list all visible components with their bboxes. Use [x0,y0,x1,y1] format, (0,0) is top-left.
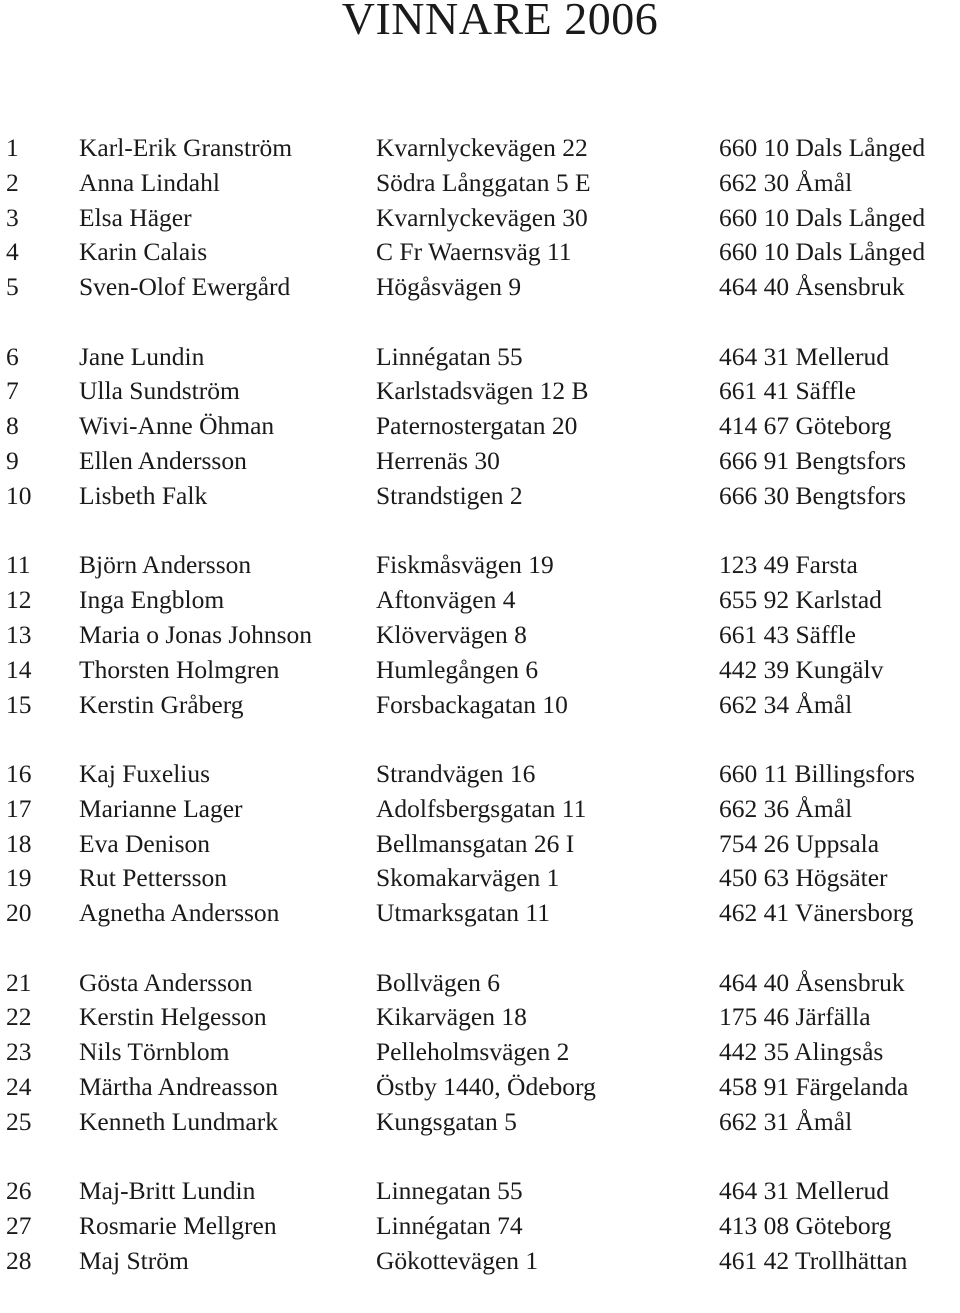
winner-street-address: Kungsgatan 5 [376,1106,517,1136]
winner-row [0,757,960,792]
winner-name: Kerstin Helgesson [79,1002,267,1032]
winner-postal-city: 655 92 Karlstad [719,585,882,615]
winner-row [0,444,960,479]
winner-number: 8 [6,411,19,441]
winner-name: Agnetha Andersson [79,898,280,928]
winner-street-address: Linnegatan 55 [376,1176,523,1206]
winner-postal-city: 660 11 Billingsfors [719,759,915,789]
winner-row [0,792,960,827]
winner-postal-city: 414 67 Göteborg [719,411,892,441]
winner-postal-city: 661 41 Säffle [719,376,856,406]
winner-row [0,1070,960,1105]
winner-row [0,374,960,409]
winner-number: 2 [6,167,19,197]
winner-name: Karin Calais [79,237,208,267]
winner-street-address: Adolfsbergsgatan 11 [376,793,587,823]
winner-name: Märtha Andreasson [79,1072,278,1102]
winner-name: Kaj Fuxelius [79,759,211,789]
winner-row [0,479,960,514]
winner-number: 18 [6,828,32,858]
winner-postal-city: 666 91 Bengtsfors [719,446,906,476]
winner-name: Björn Andersson [79,550,252,580]
winner-group [0,757,960,931]
winner-street-address: Kvarnlyckevägen 30 [376,202,588,232]
winner-number: 24 [6,1072,32,1102]
winner-street-address: Humlegången 6 [376,654,539,684]
winner-number: 27 [6,1211,32,1241]
winner-number: 23 [6,1037,32,1067]
winner-number: 22 [6,1002,32,1032]
winner-number: 11 [6,550,31,580]
winner-group [0,966,960,1140]
winner-postal-city: 442 39 Kungälv [719,654,884,684]
winner-number: 17 [6,793,32,823]
winner-number: 12 [6,585,32,615]
winner-row [0,966,960,1001]
winner-row [0,618,960,653]
winner-name: Sven-Olof Ewergård [79,272,291,302]
winner-number: 21 [6,967,32,997]
winner-name: Kerstin Gråberg [79,689,244,719]
winner-name: Maria o Jonas Johnson [79,619,313,649]
winner-number: 13 [6,619,32,649]
winner-group [0,548,960,722]
winner-row [0,1174,960,1209]
winner-row [0,131,960,166]
winner-number: 14 [6,654,32,684]
winner-row [0,235,960,270]
winner-group [0,340,960,514]
winner-postal-city: 461 42 Trollhättan [719,1245,908,1275]
winner-postal-city: 458 91 Färgelanda [719,1072,909,1102]
winner-street-address: Strandstigen 2 [376,480,523,510]
winner-street-address: Gökottevägen 1 [376,1245,539,1275]
winner-street-address: Högåsvägen 9 [376,272,522,302]
winner-name: Maj Ström [79,1245,189,1275]
winner-name: Thorsten Holmgren [79,654,280,684]
winner-street-address: Pelleholmsvägen 2 [376,1037,570,1067]
winner-row [0,548,960,583]
winner-street-address: Klövervägen 8 [376,619,527,649]
winner-number: 25 [6,1106,32,1136]
winner-number: 3 [6,202,19,232]
winner-postal-city: 462 41 Vänersborg [719,898,914,928]
winner-postal-city: 662 30 Åmål [719,167,853,197]
winner-postal-city: 662 31 Åmål [719,1106,853,1136]
winner-postal-city: 464 40 Åsensbruk [719,967,905,997]
winner-name: Kenneth Lundmark [79,1106,278,1136]
winner-row [0,409,960,444]
winner-row [0,201,960,236]
winner-postal-city: 661 43 Säffle [719,619,856,649]
winner-postal-city: 662 34 Åmål [719,689,853,719]
winner-street-address: C Fr Waernsväg 11 [376,237,572,267]
winner-street-address: Paternostergatan 20 [376,411,578,441]
winner-name: Maj-Britt Lundin [79,1176,256,1206]
winner-row [0,583,960,618]
winner-street-address: Linnégatan 74 [376,1211,523,1241]
winner-row [0,896,960,931]
winner-street-address: Södra Långgatan 5 E [376,167,591,197]
winner-number: 28 [6,1245,32,1275]
winner-number: 10 [6,480,32,510]
winner-name: Ellen Andersson [79,446,247,476]
winner-postal-city: 123 49 Farsta [719,550,858,580]
winner-postal-city: 660 10 Dals Långed [719,237,926,267]
winner-name: Wivi-Anne Öhman [79,411,275,441]
winner-name: Gösta Andersson [79,967,253,997]
winner-row [0,1035,960,1070]
winners-list [0,131,960,1313]
winner-number: 15 [6,689,32,719]
winner-name: Elsa Häger [79,202,192,232]
winner-postal-city: 413 08 Göteborg [719,1211,892,1241]
winner-row [0,340,960,375]
winner-name: Rosmarie Mellgren [79,1211,277,1241]
winner-name: Ulla Sundström [79,376,240,406]
winner-street-address: Kvarnlyckevägen 22 [376,133,588,162]
winner-postal-city: 175 46 Järfälla [719,1002,871,1032]
winner-number: 4 [6,237,19,267]
winner-postal-city: 666 30 Bengtsfors [719,480,906,510]
winner-postal-city: 464 31 Mellerud [719,1176,889,1206]
winner-postal-city: 660 10 Dals Långed [719,133,926,162]
winner-postal-city: 754 26 Uppsala [719,828,880,858]
winner-number: 9 [6,446,19,476]
winner-street-address: Utmarksgatan 11 [376,898,550,928]
winner-row [0,653,960,688]
winner-postal-city: 442 35 Alingsås [719,1037,884,1067]
winner-number: 16 [6,759,32,789]
winner-number: 1 [6,133,19,162]
winner-row [0,270,960,305]
winner-postal-city: 450 63 Högsäter [719,863,888,893]
winner-postal-city: 464 31 Mellerud [719,341,889,371]
winner-row [0,166,960,201]
winner-name: Nils Törnblom [79,1037,230,1067]
winner-street-address: Fiskmåsvägen 19 [376,550,554,580]
winner-row [0,1000,960,1035]
winner-name: Karl-Erik Granström [79,133,293,162]
winner-street-address: Östby 1440, Ödeborg [376,1072,596,1102]
winner-row [0,861,960,896]
winner-postal-city: 464 40 Åsensbruk [719,272,905,302]
winner-street-address: Forsbackagatan 10 [376,689,568,719]
winner-name: Eva Denison [79,828,211,858]
winner-row [0,688,960,723]
winner-number: 26 [6,1176,32,1206]
winner-postal-city: 662 36 Åmål [719,793,853,823]
winner-name: Lisbeth Falk [79,480,208,510]
winner-number: 19 [6,863,32,893]
winner-street-address: Skomakarvägen 1 [376,863,560,893]
winner-name: Rut Pettersson [79,863,228,893]
winner-row [0,1105,960,1140]
winner-number: 5 [6,272,19,302]
winner-name: Anna Lindahl [79,167,220,197]
winner-name: Inga Engblom [79,585,225,615]
winner-name: Marianne Lager [79,793,243,823]
page-title: VINNARE 2006 [341,0,659,44]
winner-street-address: Bellmansgatan 26 I [376,828,575,858]
winner-group [0,131,960,305]
winner-street-address: Karlstadsvägen 12 B [376,376,589,406]
winner-name: Jane Lundin [79,341,205,371]
winner-street-address: Linnégatan 55 [376,341,523,371]
winner-row [0,1209,960,1244]
winner-street-address: Strandvägen 16 [376,759,536,789]
winner-street-address: Herrenäs 30 [376,446,500,476]
winner-number: 7 [6,376,19,406]
winner-street-address: Kikarvägen 18 [376,1002,527,1032]
winner-row [0,827,960,862]
winner-postal-city: 660 10 Dals Långed [719,202,926,232]
winner-number: 6 [6,341,19,371]
winner-street-address: Aftonvägen 4 [376,585,516,615]
winner-group [0,1174,960,1278]
winner-row [0,1244,960,1279]
winner-street-address: Bollvägen 6 [376,967,500,997]
winner-number: 20 [6,898,32,928]
